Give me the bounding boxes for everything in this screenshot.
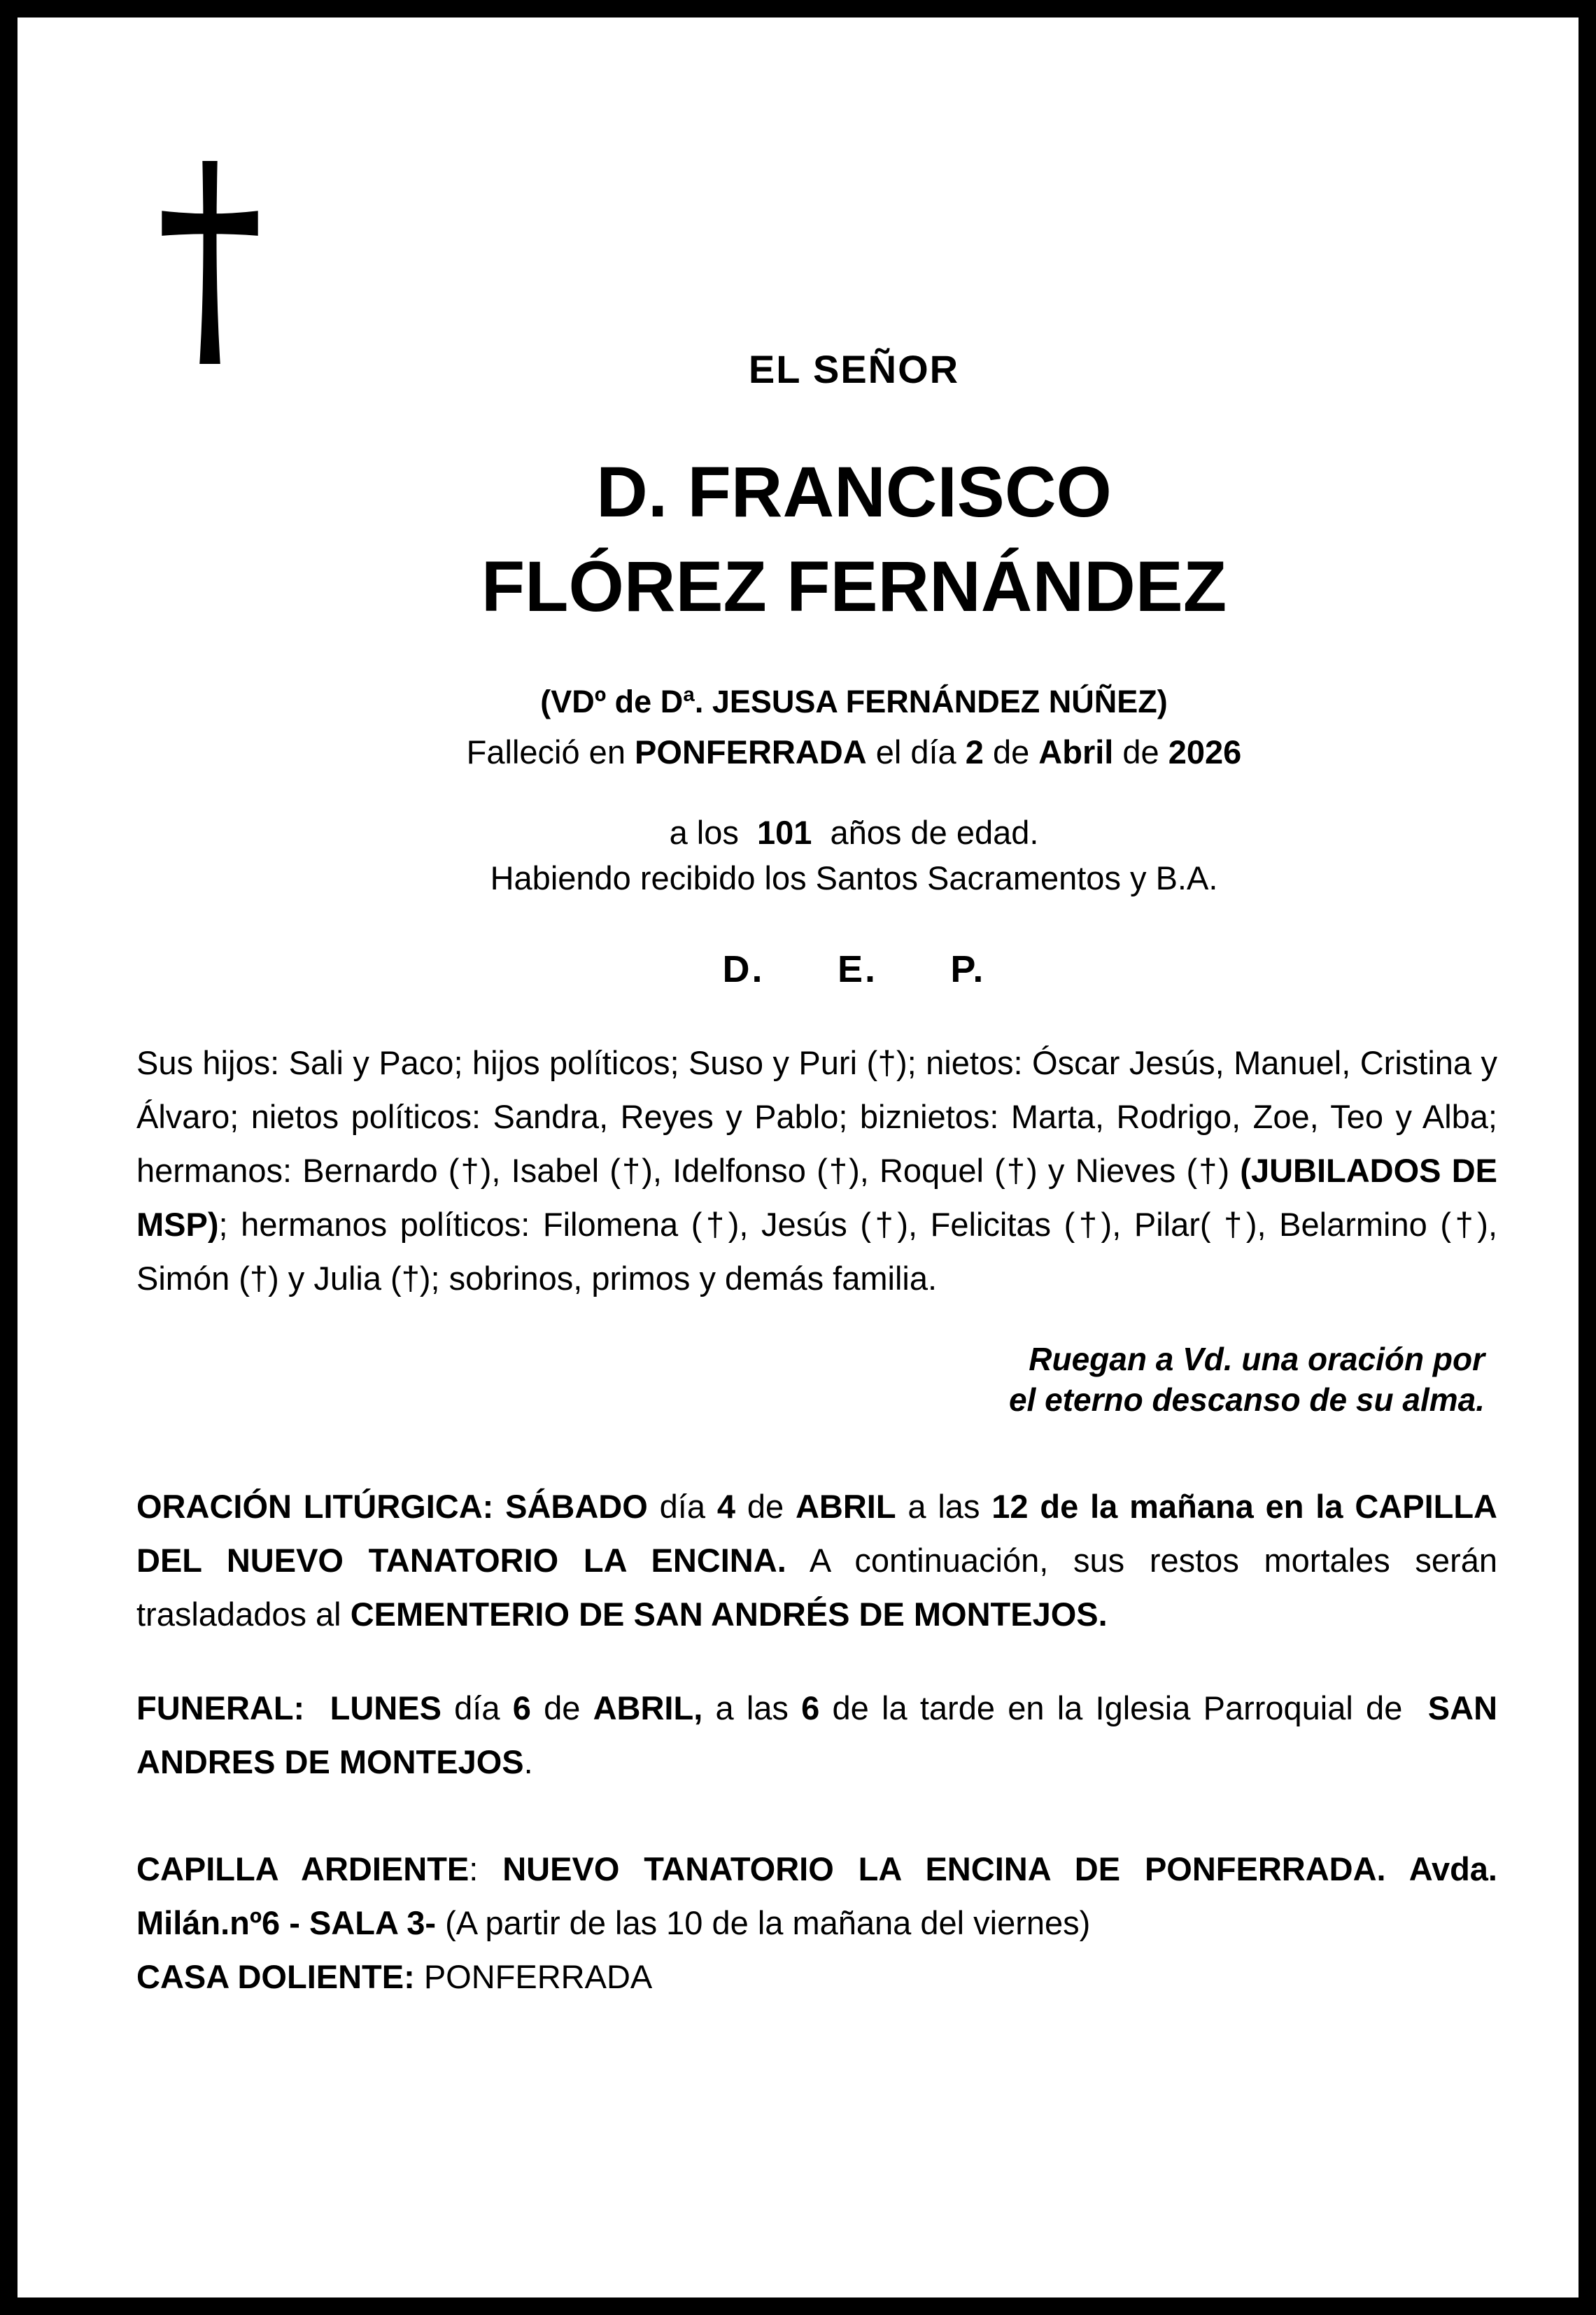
widower-line: (VDº de Dª. JESUSA FERNÁNDEZ NÚÑEZ) bbox=[540, 684, 1168, 720]
funeral-paragraph: FUNERAL: LUNES día 6 de ABRIL, a las 6 de la tarde en la Iglesia Parroquial de SAN ANDRES DE MONTEJOS. bbox=[136, 1689, 1498, 1781]
family-paragraph: Sus hijos: Sali y Paco; hijos políticos; Suso y Puri (†); nietos: Óscar Jesús, Manuel, Cristina y Álvaro; nietos políticos: Sandra, Reyes y Pablo; biznietos: Marta, Rodrigo, Zoe, Teo y Alba; hermanos: Bernardo (†), Isabel (†), Idelfonso (†), Roquel (†) y Nieves (†) (JUBILADOS DE MSP); hermanos políticos: Filomena (†), Jesús (†), Felicitas (†), Pilar( †), Belarmino (†), Simón (†) y Julia (†); sobrinos, primos y demás familia. bbox=[136, 1044, 1497, 1297]
prayer-line2: el eterno descanso de su alma. bbox=[1008, 1381, 1485, 1419]
prayer-line1: Ruegan a Vd. una oración por bbox=[1029, 1341, 1485, 1378]
sacraments-line: Habiendo recibido los Santos Sacramentos y B.A. bbox=[490, 859, 1218, 897]
dep-line: D. E. P. bbox=[722, 948, 986, 991]
age-line: a los 101 años de edad. bbox=[669, 813, 1039, 851]
liturgy-paragraph: ORACIÓN LITÚRGICA: SÁBADO día 4 de ABRIL a las 12 de la mañana en la CAPILLA DEL NUEVO TANATORIO LA ENCINA. A continuación, sus restos mortales serán trasladados al CEMENTERIO DE SAN ANDRÉS DE MONTEJOS. bbox=[136, 1488, 1498, 1633]
obituary-content bbox=[17, 347, 1579, 2004]
mourning-home-line: CASA DOLIENTE: PONFERRADA bbox=[136, 1958, 653, 1996]
cross-icon bbox=[161, 161, 259, 364]
salutation-line: EL SEÑOR bbox=[748, 347, 960, 391]
death-date-line: Falleció en PONFERRADA el día 2 de Abril de 2026 bbox=[466, 733, 1242, 771]
prayer-block bbox=[136, 1339, 1497, 1420]
deceased-name bbox=[211, 445, 1497, 633]
wake-paragraph: CAPILLA ARDIENTE: NUEVO TANATORIO LA ENCINA DE PONFERRADA. Avda. Milán.nº6 - SALA 3- (A partir de las 10 de la mañana del viernes) bbox=[136, 1850, 1497, 1942]
deceased-name-line2: FLÓREZ FERNÁNDEZ bbox=[481, 546, 1227, 626]
deceased-name-line1: D. FRANCISCO bbox=[596, 452, 1112, 532]
